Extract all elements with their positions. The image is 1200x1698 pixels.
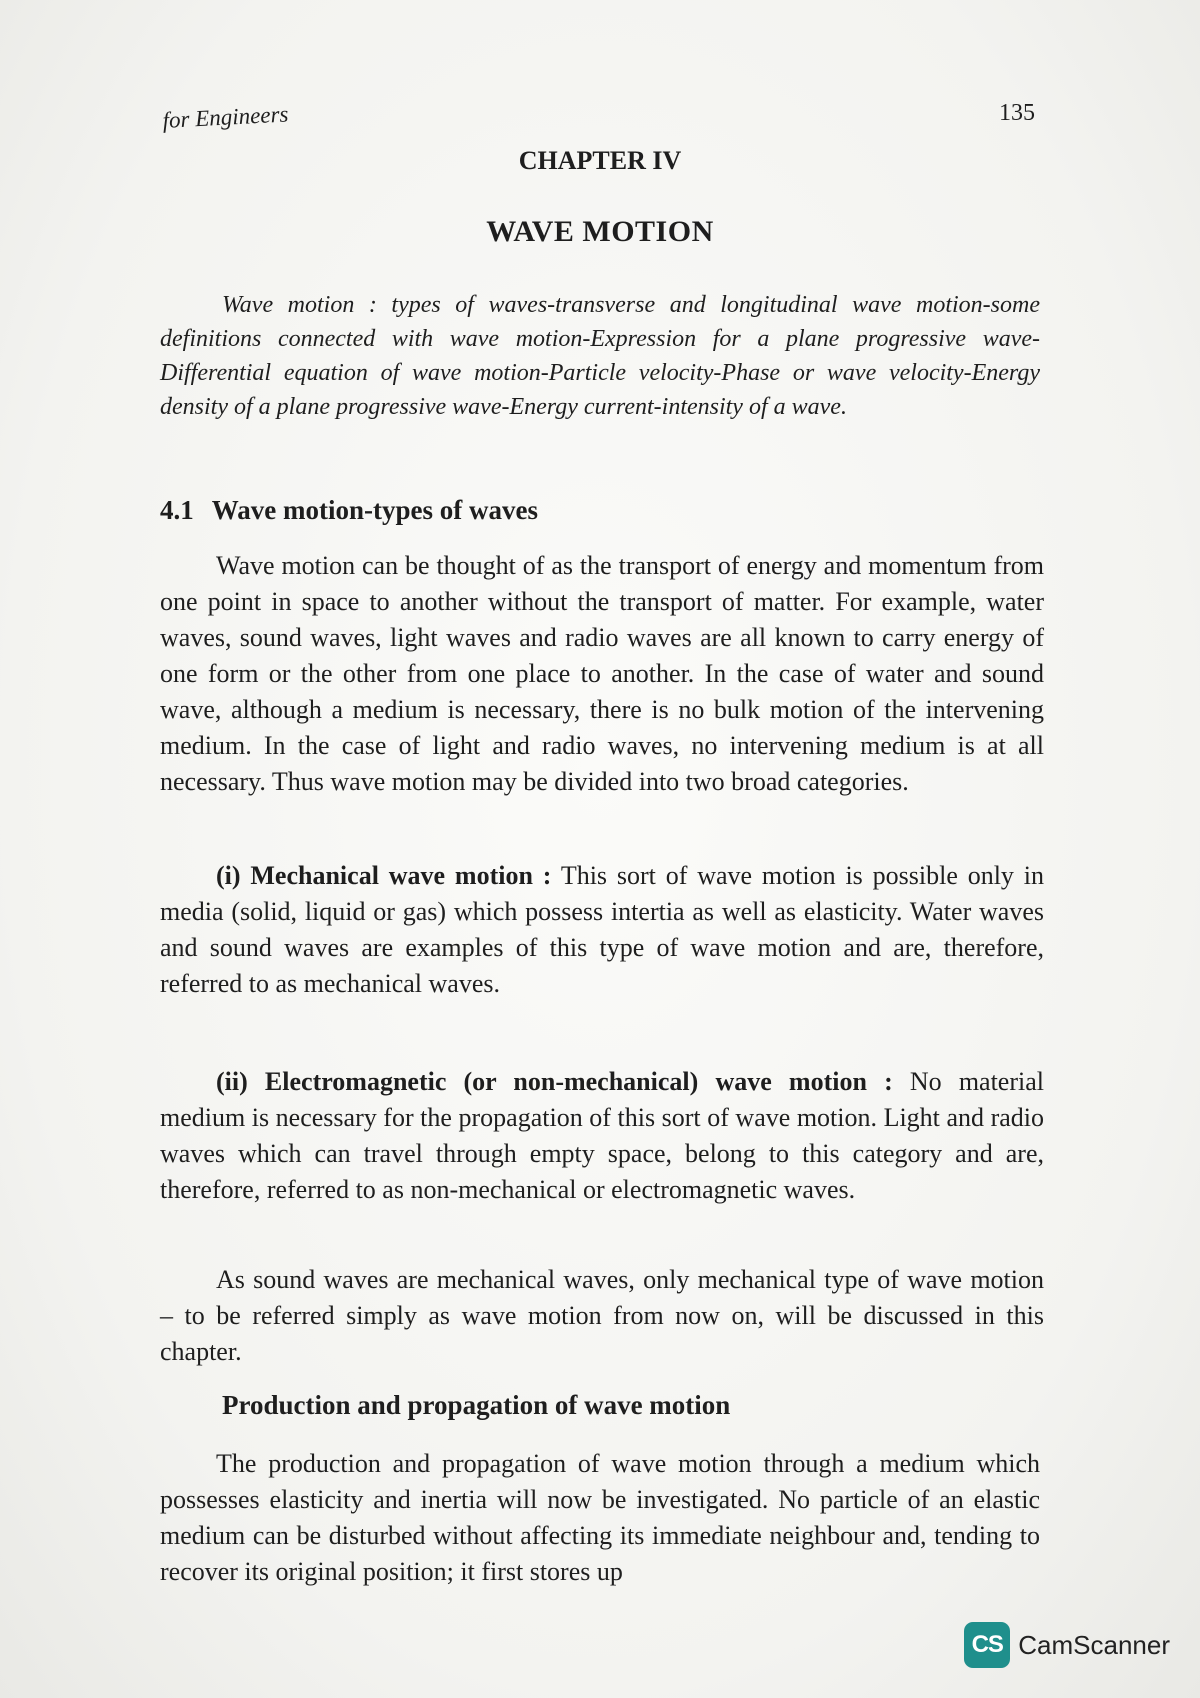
section-title: Wave motion-types of waves (211, 495, 538, 525)
page-number: 135 (999, 100, 1035, 126)
section-number: 4.1 (160, 495, 194, 525)
mechanical-text: This sort of wave motion is possible only in media (solid, liquid or gas) which possess intertia as well as elasticity. Water waves and sound waves are examples of this type of wave motion and are, therefore, referred to as mechanical waves. (160, 861, 1045, 998)
subsection-paragraph: The production and propagation of wave motion through a medium which possesses elasticity and inertia will now be investigated. No particle of an elastic medium can be disturbed without affecting its immediate neighbour and, tending to recover its original position; it first stores up (160, 1449, 1040, 1586)
mechanical-term: (i) Mechanical wave motion : (216, 861, 552, 890)
chapter-summary: Wave motion : types of waves-transverse and longitudinal wave motion-some definitions connected with wave motion-Expression for a plane progressive wave-Differential equation of wave motion-Particle velocity-Phase or wave velocity-Energy density of a plane progressive wave-Energy current-intensity of a wave. (160, 292, 1040, 420)
mechanical-paragraph (160, 858, 1044, 1002)
chapter-label: CHAPTER IV (518, 146, 682, 175)
subsection-heading: Production and propagation of wave motion (222, 1390, 731, 1420)
section-heading (160, 495, 538, 526)
chapter-title: WAVE MOTION (486, 215, 714, 248)
camscanner-watermark (964, 1622, 1170, 1668)
electromagnetic-term: (ii) Electromagnetic (or non-mechanical) wave motion : (216, 1067, 893, 1096)
running-head: for Engineers (162, 101, 289, 133)
electromagnetic-paragraph (160, 1064, 1044, 1208)
electromagnetic-text: No material medium is necessary for the propagation of this sort of wave motion. Light and radio waves which can travel through empty space, belong to this category and are, therefore, referred to as non-mechanical or electromagnetic waves. (160, 1067, 1044, 1204)
sound-note-paragraph: As sound waves are mechanical waves, only mechanical type of wave motion – to be referred simply as wave motion from now on, will be discussed in this chapter. (160, 1265, 1044, 1366)
intro-paragraph: Wave motion can be thought of as the transport of energy and momentum from one point in space to another without the transport of matter. For example, water waves, sound waves, light waves and radio waves are all known to carry energy of one form or the other from one place to another. In the case of water and sound wave, although a medium is necessary, there is no bulk motion of the intervening medium. In the case of light and radio waves, no intervening medium is at all necessary. Thus wave motion may be divided into two broad categories. (160, 551, 1044, 796)
camscanner-name: CamScanner (1018, 1629, 1170, 1660)
camscanner-logo-icon: CS (964, 1622, 1010, 1668)
